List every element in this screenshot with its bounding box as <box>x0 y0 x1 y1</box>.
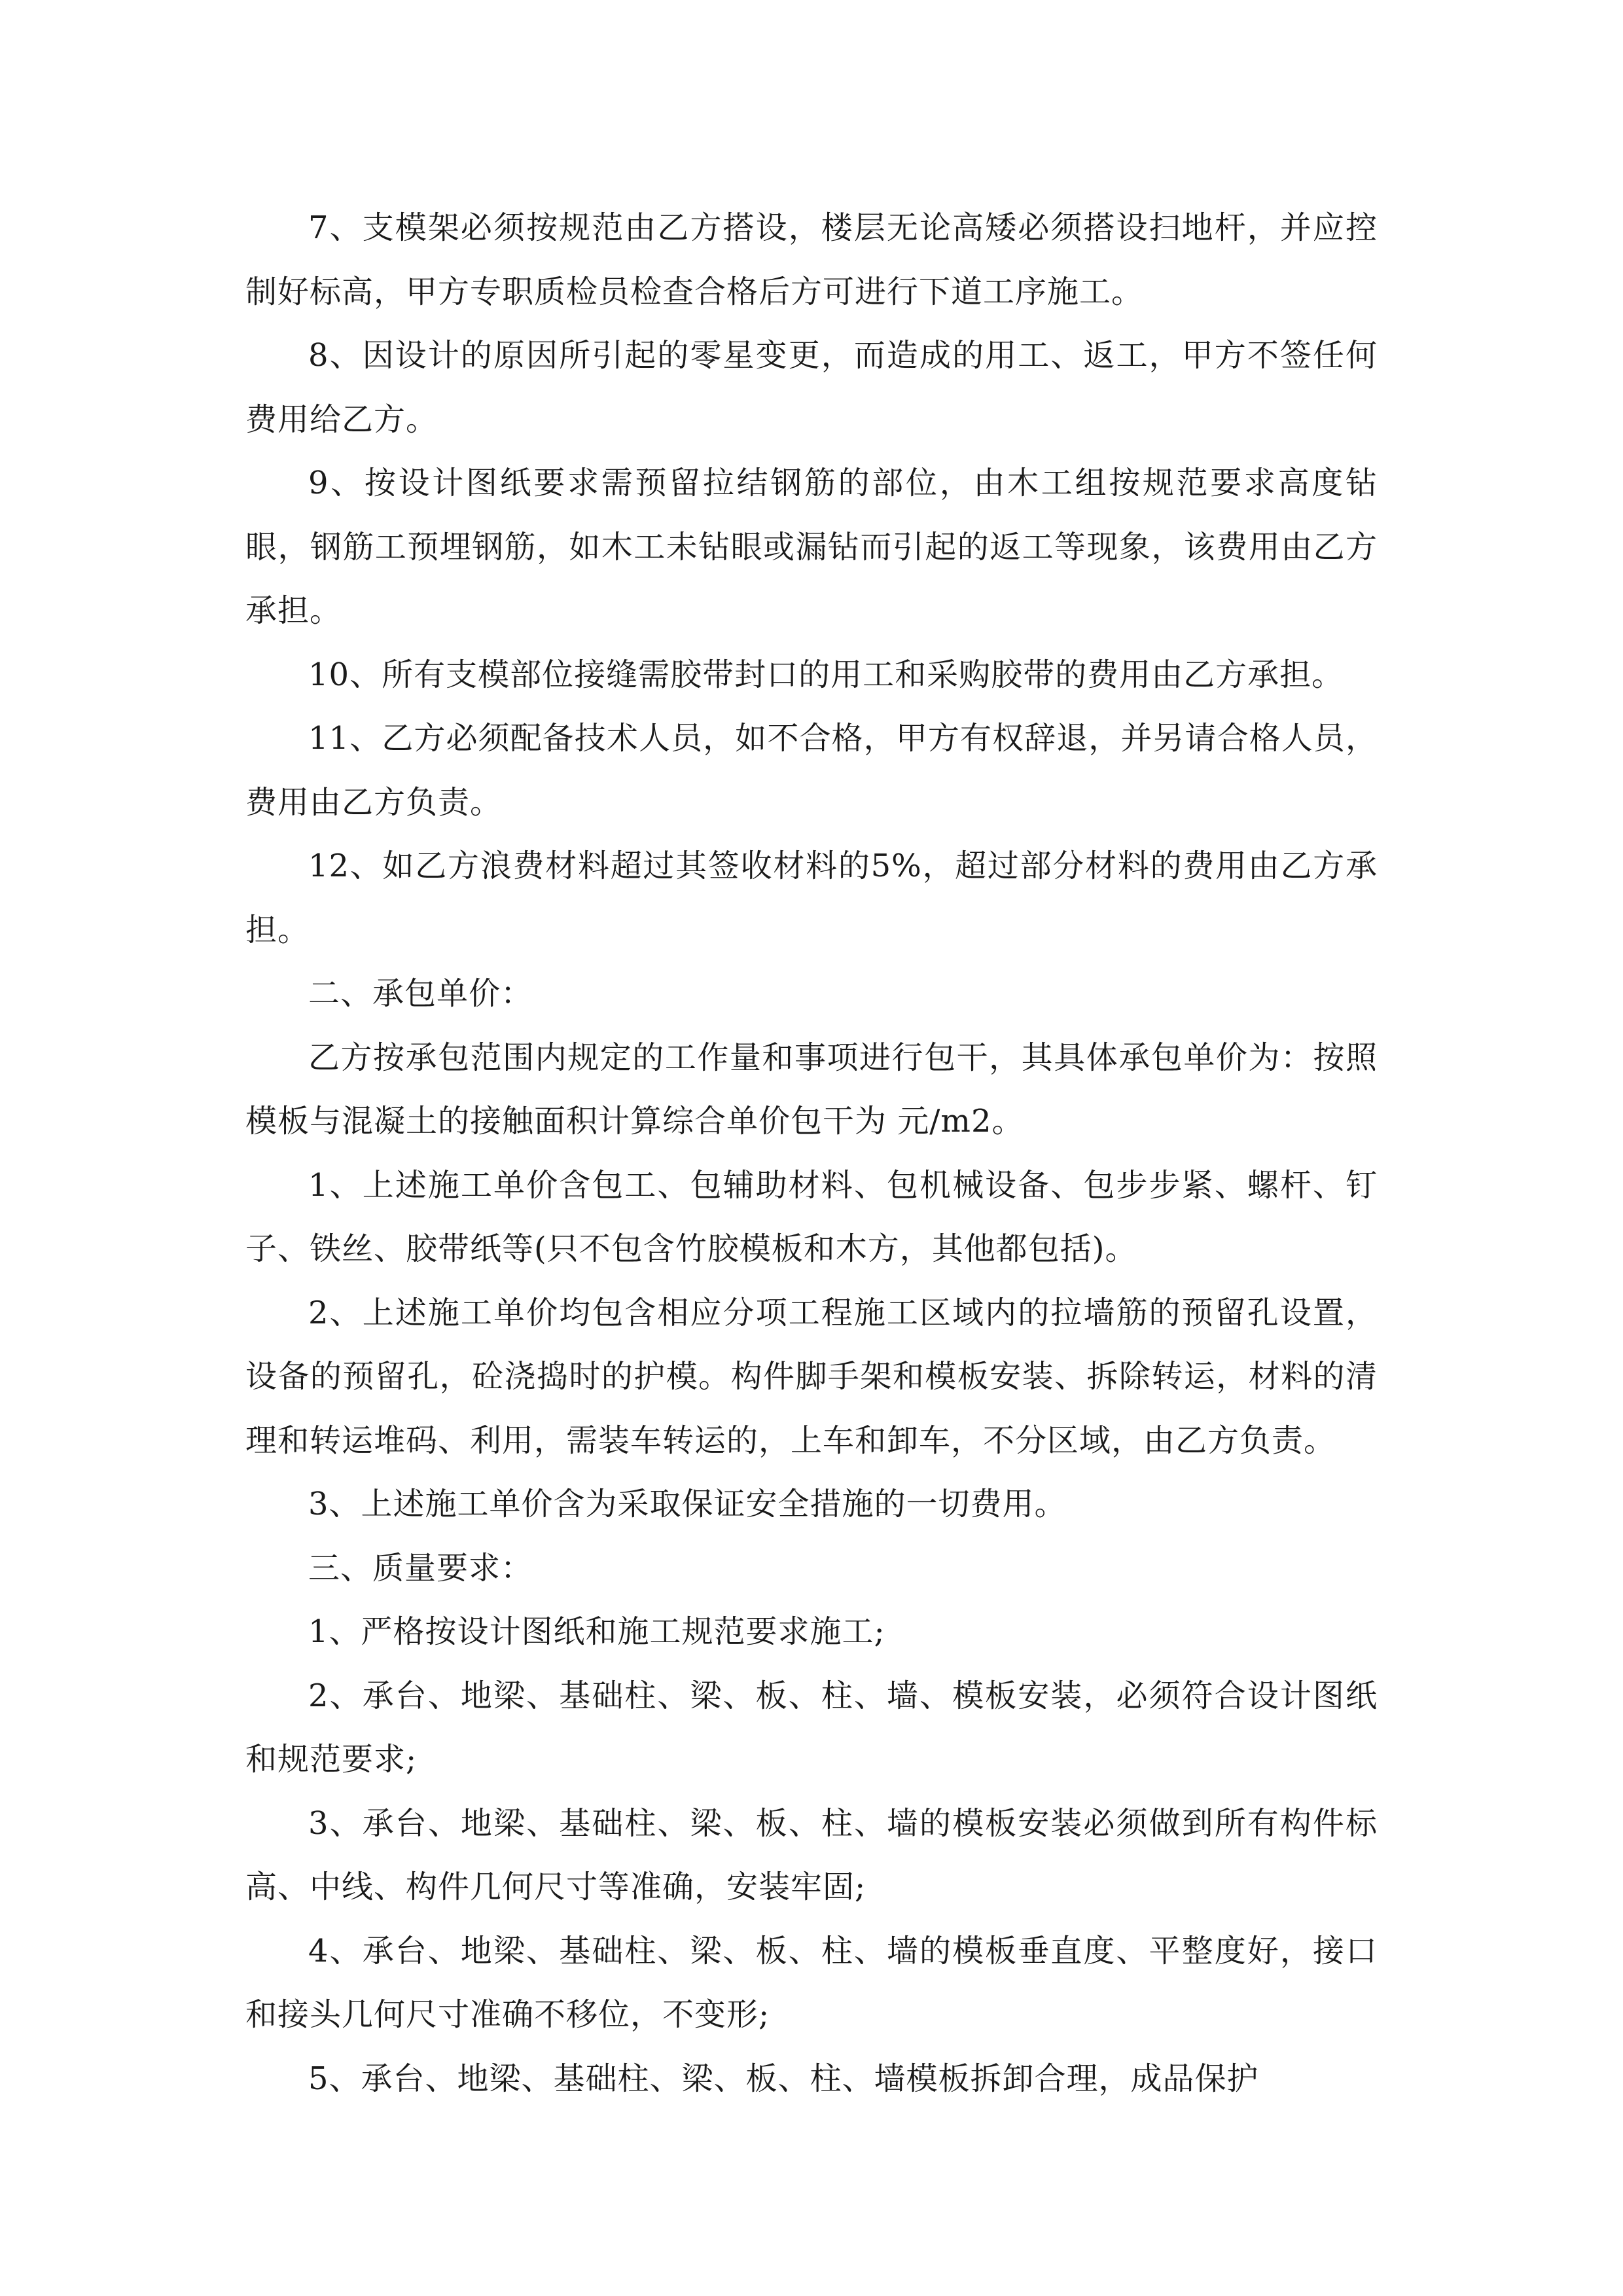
paragraph-price-item-1: 1、上述施工单价含包工、包辅助材料、包机械设备、包步步紧、螺杆、钉子、铁丝、胶带纸等(只不包含竹胶模板和木方，其他都包括)。 <box>245 1166 1378 1267</box>
document-body <box>245 196 1378 2111</box>
paragraph-quality-item-2: 2、承台、地梁、基础柱、梁、板、柱、墙、模板安装，必须符合设计图纸和规范要求; <box>245 1677 1378 1778</box>
paragraph-clause-8: 8、因设计的原因所引起的零星变更，而造成的用工、返工，甲方不签任何费用给乙方。 <box>245 337 1378 438</box>
paragraph-quality-item-3: 3、承台、地梁、基础柱、梁、板、柱、墙的模板安装必须做到所有构件标高、中线、构件几何尺寸等准确，安装牢固; <box>245 1804 1378 1905</box>
paragraph-unit-price-intro: 乙方按承包范围内规定的工作量和事项进行包干，其具体承包单价为：按照模板与混凝土的接触面积计算综合单价包干为 元/m2。 <box>245 1039 1378 1139</box>
paragraph-price-item-2: 2、上述施工单价均包含相应分项工程施工区域内的拉墙筋的预留孔设置，设备的预留孔，砼浇捣时的护模。构件脚手架和模板安装、拆除转运，材料的清理和转运堆码、利用，需装车转运的，上车和卸车，不分区域，由乙方负责。 <box>245 1294 1378 1459</box>
paragraph-quality-item-4: 4、承台、地梁、基础柱、梁、板、柱、墙的模板垂直度、平整度好，接口和接头几何尺寸准确不移位，不变形; <box>245 1932 1378 2033</box>
section-heading-unit-price: 二、承包单价： <box>308 975 533 1012</box>
paragraph-clause-12: 12、如乙方浪费材料超过其签收材料的5%，超过部分材料的费用由乙方承担。 <box>245 848 1378 948</box>
paragraph-clause-11: 11、乙方必须配备技术人员，如不合格，甲方有权辞退，并另请合格人员，费用由乙方负责。 <box>245 720 1378 821</box>
paragraph-clause-10: 10、所有支模部位接缝需胶带封口的用工和采购胶带的费用由乙方承担。 <box>308 656 1344 693</box>
paragraph-clause-7: 7、支模架必须按规范由乙方搭设，楼层无论高矮必须搭设扫地杆，并应控制好标高，甲方专职质检员检查合格后方可进行下道工序施工。 <box>245 209 1378 310</box>
paragraph-price-item-3: 3、上述施工单价含为采取保证安全措施的一切费用。 <box>308 1486 1067 1522</box>
section-heading-quality: 三、质量要求： <box>308 1549 533 1587</box>
paragraph-quality-item-5: 5、承台、地梁、基础柱、梁、板、柱、墙模板拆卸合理，成品保护 <box>308 2060 1259 2097</box>
paragraph-quality-item-1: 1、严格按设计图纸和施工规范要求施工; <box>308 1613 885 1650</box>
paragraph-clause-9: 9、按设计图纸要求需预留拉结钢筋的部位，由木工组按规范要求高度钻眼，钢筋工预埋钢筋，如木工未钻眼或漏钻而引起的返工等现象，该费用由乙方承担。 <box>245 465 1378 629</box>
